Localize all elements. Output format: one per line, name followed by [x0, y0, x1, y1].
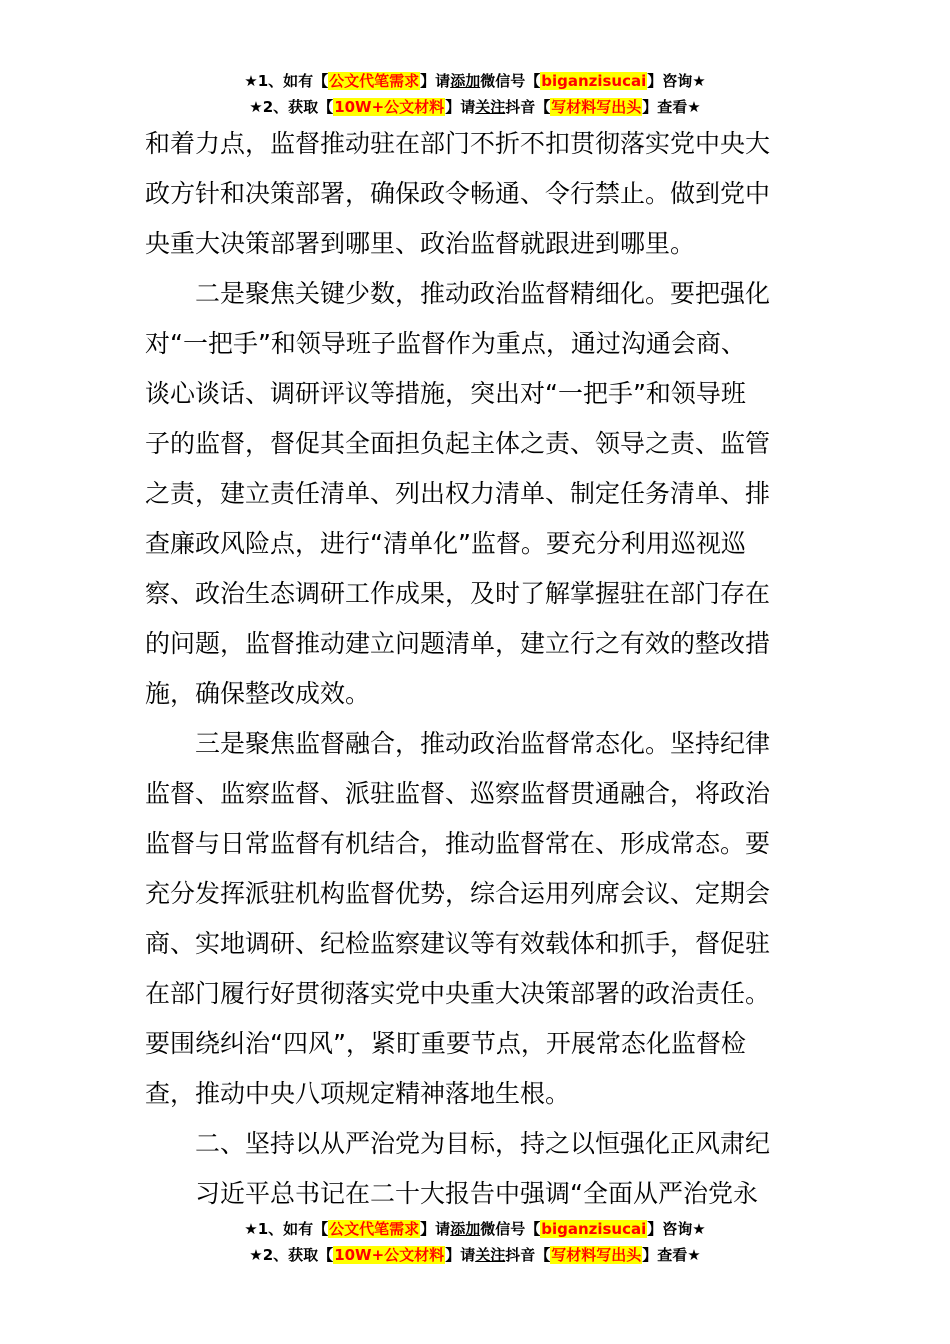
- text-line: 三是聚焦监督融合，推动政治监督常态化。坚持纪律: [195, 729, 771, 758]
- banner-text: ★1、如有【: [244, 72, 329, 90]
- highlight-douyin-account: 写材料写出头: [551, 98, 642, 116]
- text-line: 查，推动中央八项规定精神落地生根。: [145, 1079, 571, 1108]
- text-line: 和着力点，监督推动驻在部门不折不扣贯彻落实党中央大: [145, 129, 771, 158]
- text-line: 央重大决策部署到哪里、政治监督就跟进到哪里。: [145, 229, 696, 258]
- banner-text: 抖音【: [505, 98, 551, 116]
- document-body: [145, 119, 807, 1219]
- banner-text: 】请: [420, 1220, 451, 1238]
- banner-underlined-text: 关注: [475, 98, 506, 116]
- banner-text: 】请: [445, 98, 476, 116]
- banner-text: 微信号【: [480, 1220, 541, 1238]
- banner-text: ★2、获取【: [249, 1246, 334, 1264]
- text-line: 查廉政风险点，进行“清单化”监督。要充分利用巡视巡: [145, 529, 746, 558]
- text-line: 施，确保整改成效。: [145, 679, 371, 708]
- banner-text: 微信号【: [480, 72, 541, 90]
- text-line: 充分发挥派驻机构监督优势，综合运用列席会议、定期会: [145, 879, 771, 908]
- highlight-douyin-account: 写材料写出头: [551, 1246, 642, 1264]
- highlight-wechat-id: biganzisucai: [541, 72, 647, 90]
- banner-text: ★2、获取【: [249, 98, 334, 116]
- text-line: 要围绕纠治“四风”，紧盯重要节点，开展常态化监督检: [145, 1029, 746, 1058]
- banner-underlined-text: 添加: [450, 72, 481, 90]
- highlight-wechat-id: biganzisucai: [541, 1220, 647, 1238]
- text-line: 的问题，监督推动建立问题清单，建立行之有效的整改措: [145, 629, 771, 658]
- banner-line-1: [0, 1216, 950, 1242]
- banner-text: ★1、如有【: [244, 1220, 329, 1238]
- banner-text: 】查看★: [642, 98, 701, 116]
- banner-line-2: [0, 1242, 950, 1268]
- paragraph: [145, 1169, 807, 1219]
- banner-underlined-text: 添加: [450, 1220, 481, 1238]
- section-heading: [145, 1119, 807, 1169]
- text-line: 谈心谈话、调研评议等措施，突出对“一把手”和领导班: [145, 379, 746, 408]
- banner-line-2: [0, 94, 950, 120]
- paragraph: [145, 269, 807, 719]
- highlight-service: 公文代笔需求: [329, 72, 420, 90]
- text-line: 二、坚持以从严治党为目标，持之以恒强化正风肃纪: [195, 1129, 771, 1158]
- footer-banner: [0, 1216, 950, 1268]
- banner-line-1: [0, 68, 950, 94]
- banner-text: 】查看★: [642, 1246, 701, 1264]
- paragraph: [145, 719, 807, 1119]
- banner-text: 】咨询★: [647, 1220, 706, 1238]
- text-line: 察、政治生态调研工作成果，及时了解掌握驻在部门存在: [145, 579, 771, 608]
- banner-text: 】请: [420, 72, 451, 90]
- header-banner: [0, 68, 950, 120]
- paragraph: [145, 119, 807, 269]
- text-line: 政方针和决策部署，确保政令畅通、令行禁止。做到党中: [145, 179, 771, 208]
- banner-text: 抖音【: [505, 1246, 551, 1264]
- banner-text: 】咨询★: [647, 72, 706, 90]
- highlight-materials: 10W+公文材料: [334, 1246, 445, 1264]
- text-line: 习近平总书记在二十大报告中强调“全面从严治党永: [195, 1179, 758, 1208]
- highlight-materials: 10W+公文材料: [334, 98, 445, 116]
- text-line: 对“一把手”和领导班子监督作为重点，通过沟通会商、: [145, 329, 746, 358]
- text-line: 子的监督，督促其全面担负起主体之责、领导之责、监管: [145, 429, 771, 458]
- banner-underlined-text: 关注: [475, 1246, 506, 1264]
- text-line: 二是聚焦关键少数，推动政治监督精细化。要把强化: [195, 279, 771, 308]
- highlight-service: 公文代笔需求: [329, 1220, 420, 1238]
- text-line: 监督与日常监督有机结合，推动监督常在、形成常态。要: [145, 829, 771, 858]
- text-line: 商、实地调研、纪检监察建议等有效载体和抓手，督促驻: [145, 929, 771, 958]
- text-line: 监督、监察监督、派驻监督、巡察监督贯通融合，将政治: [145, 779, 771, 808]
- banner-text: 】请: [445, 1246, 476, 1264]
- text-line: 在部门履行好贯彻落实党中央重大决策部署的政治责任。: [145, 979, 771, 1008]
- text-line: 之责，建立责任清单、列出权力清单、制定任务清单、排: [145, 479, 771, 508]
